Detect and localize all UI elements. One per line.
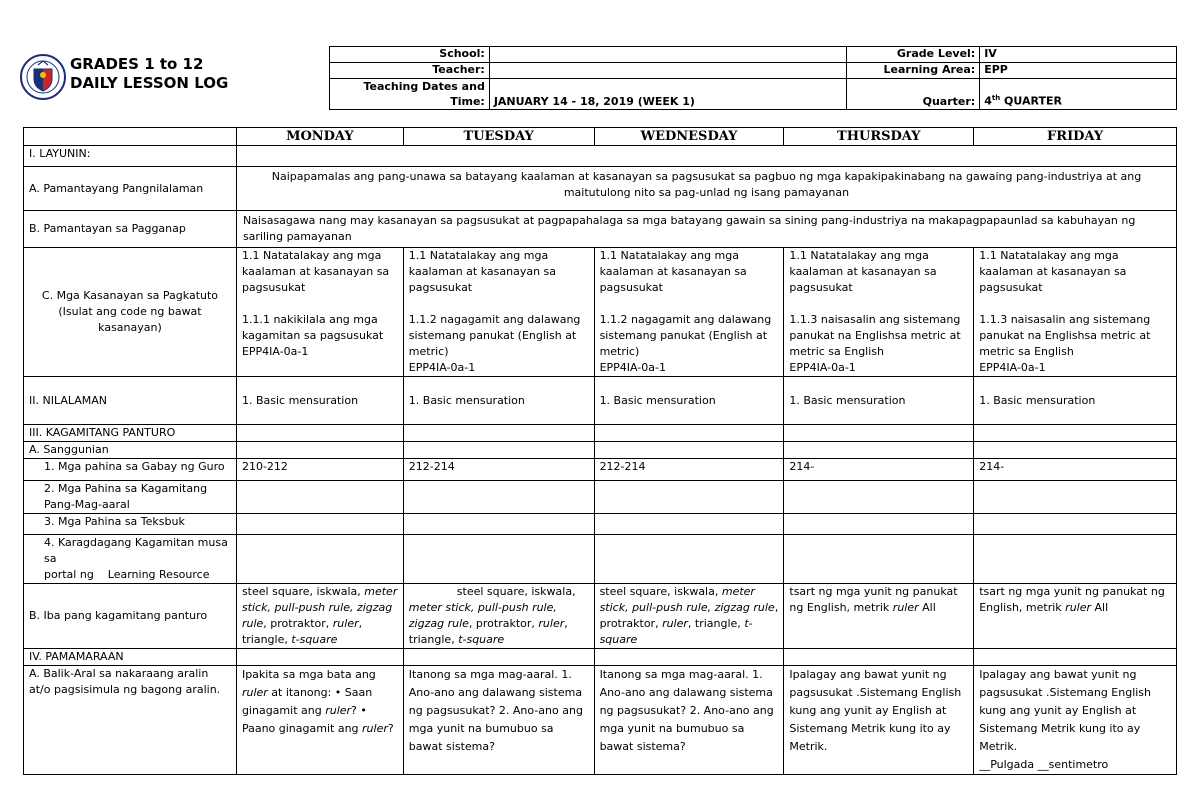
karagdagang-label-2: portal ng Learning Resource [44, 568, 210, 581]
day-friday: FRIDAY [974, 128, 1177, 146]
balik-text: at itanong: • Saan ginagamit ang [241, 686, 373, 717]
materials-text: All [1091, 601, 1109, 614]
empty-cell [974, 425, 1177, 442]
layunin-empty [236, 146, 1176, 167]
iba-monday [236, 584, 403, 649]
empty-cell [403, 425, 594, 442]
empty-cell [594, 514, 784, 535]
materials-italic: ruler [662, 617, 688, 630]
kasanayan-objective: 1.1 Natatalakay ang mga kaalaman at kasanayan sa pagsusukat [979, 249, 1127, 294]
materials-text: , protraktor, [263, 617, 333, 630]
pamantayang-pangnilalaman-label: A. Pamantayang Pangnilalaman [24, 167, 237, 211]
kasanayan-tuesday [403, 248, 594, 377]
kasanayan-code: EPP4IA-0a-1 [599, 361, 666, 374]
empty-cell [784, 649, 974, 666]
materials-text: , triangle, [241, 617, 363, 646]
pamantayan-pagganap-label: B. Pamantayan sa Pagganap [24, 211, 237, 248]
kasanayan-subobjective: 1.1.1 nakikilala ang mga kagamitan sa pagsusukat [241, 313, 384, 342]
grade-level-value: IV [980, 47, 1177, 63]
empty-cell [236, 442, 403, 459]
materials-text: , triangle, [408, 617, 568, 646]
gabay-thursday: 214- [784, 459, 974, 481]
kasanayan-friday [974, 248, 1177, 377]
day-tuesday: TUESDAY [403, 128, 594, 146]
balik-blanks: __Pulgada __sentimetro [979, 758, 1109, 771]
empty-cell [236, 649, 403, 666]
school-label: School: [330, 47, 490, 63]
materials-italic: ruler [1065, 601, 1092, 614]
kasanayan-objective: 1.1 Natatalakay ang mga kaalaman at kasanayan sa pagsusukat [408, 249, 557, 294]
empty-cell [403, 535, 594, 584]
day-wednesday: WEDNESDAY [594, 128, 784, 146]
teaching-dates-value: JANUARY 14 - 18, 2019 (WEEK 1) [489, 79, 847, 110]
kagamitang-panturo-label: III. KAGAMITANG PANTURO [24, 425, 237, 442]
kasanayan-objective: 1.1 Natatalakay ang mga kaalaman at kasanayan sa pagsusukat [599, 249, 747, 294]
iba-thursday [784, 584, 974, 649]
empty-cell [403, 649, 594, 666]
empty-cell [784, 425, 974, 442]
teacher-value [489, 63, 847, 79]
pamantayang-pangnilalaman-text: Naipapamalas ang pang-unawa sa batayang kaalaman at kasanayan sa pagsusukat sa pagbuo ng mga kapakipakinabang na gawaing pang-industriya at ang maitutulong nito sa pag-unlad ng isang pamayanan [236, 167, 1176, 211]
iba-friday [974, 584, 1177, 649]
materials-text: steel square, iskwala, [456, 585, 576, 598]
kasanayan-code: EPP4IA-0a-1 [979, 361, 1046, 374]
balik-tuesday: Itanong sa mga mag-aaral. 1. Ano-ano ang dalawang sistema ng pagsusukat? 2. Ano-ano ang mga yunit na bumubuo sa bawat sistema? [403, 666, 594, 775]
teaching-dates-label [330, 79, 490, 110]
nilalaman-wednesday: 1. Basic mensuration [594, 377, 784, 425]
materials-italic: ruler [332, 617, 359, 630]
layunin-label: I. LAYUNIN: [24, 146, 237, 167]
kasanayan-subobjective: 1.1.3 naisasalin ang sistemang panukat na Englishsa metric at metric sa English [979, 313, 1151, 358]
empty-cell [403, 442, 594, 459]
karagdagang-label-1: 4. Karagdagang Kagamitan musa sa [44, 536, 228, 565]
kasanayan-thursday [784, 248, 974, 377]
kasanayan-code: EPP4IA-0a-1 [408, 361, 476, 374]
teaching-dates-label-2: Time: [450, 95, 485, 108]
materials-text: steel square, iskwala, [241, 585, 365, 598]
corner-cell [24, 128, 237, 146]
kasanayan-code: EPP4IA-0a-1 [241, 345, 309, 358]
materials-italic: ruler [538, 617, 565, 630]
kasanayan-monday [236, 248, 403, 377]
kasanayan-label-1: C. Mga Kasanayan sa Pagkatuto [41, 289, 219, 302]
karagdagang-kagamitan-label [24, 535, 237, 584]
empty-cell [594, 442, 784, 459]
balik-text: Ipalagay ang bawat yunit ng pagsusukat .Sistemang English kung ang yunit ay English at Sistemang Metrik kung ito ay Metrik. [979, 668, 1152, 753]
teksbuk-label: 3. Mga Pahina sa Teksbuk [24, 514, 237, 535]
empty-cell [974, 481, 1177, 514]
kasanayan-objective: 1.1 Natatalakay ang mga kaalaman at kasanayan sa pagsusukat [241, 249, 390, 294]
iba-wednesday [594, 584, 784, 649]
quarter-label: Quarter: [847, 79, 980, 110]
empty-cell [594, 481, 784, 514]
materials-text: steel square, iskwala, [599, 585, 722, 598]
empty-cell [974, 535, 1177, 584]
kasanayan-label [24, 248, 237, 377]
empty-cell [784, 481, 974, 514]
empty-cell [594, 425, 784, 442]
balik-friday [974, 666, 1177, 775]
empty-cell [403, 481, 594, 514]
materials-italic: t-square [291, 633, 338, 646]
empty-cell [974, 514, 1177, 535]
gabay-monday: 210-212 [236, 459, 403, 481]
kasanayan-code: EPP4IA-0a-1 [789, 361, 856, 374]
grade-level-label: Grade Level: [847, 47, 980, 63]
kasanayan-wednesday [594, 248, 784, 377]
teaching-dates-label-1: Teaching Dates and [363, 80, 485, 93]
empty-cell [974, 649, 1177, 666]
deped-seal-logo [20, 45, 66, 109]
nilalaman-thursday: 1. Basic mensuration [784, 377, 974, 425]
materials-italic: t-square [599, 617, 753, 646]
kasanayan-subobjective: 1.1.2 nagagamit ang dalawang sistemang panukat (English at metric) [408, 313, 581, 358]
materials-text: , protraktor, [468, 617, 539, 630]
materials-text: tsart ng mga yunit ng panukat ng English, metrik [789, 585, 958, 614]
balik-text: ? • Paano ginagamit ang [241, 704, 367, 735]
materials-italic: meter stick, pull-push rule, zigzag rule [599, 585, 775, 614]
gabay-friday: 214- [974, 459, 1177, 481]
iba-tuesday [403, 584, 594, 649]
empty-cell [974, 442, 1177, 459]
document-title [70, 55, 228, 93]
materials-text: , protraktor, [599, 601, 779, 630]
balik-italic: ruler [241, 686, 268, 699]
kasanayan-label-2: (Isulat ang code ng bawat kasanayan) [58, 305, 202, 334]
materials-italic: t-square [458, 633, 505, 646]
balik-monday [236, 666, 403, 775]
pamantayan-pagganap-text: Naisasagawa nang may kasanayan sa pagsusukat at pagpapahalaga sa mga batayang gawain sa sining pang-industriya na makapagpapaunlad sa kabuhayan ng sariling pamayanan [236, 211, 1176, 248]
materials-italic: meter stick, pull-push rule, zigzag rule [408, 601, 557, 630]
day-monday: MONDAY [236, 128, 403, 146]
kasanayan-objective: 1.1 Natatalakay ang mga kaalaman at kasanayan sa pagsusukat [789, 249, 937, 294]
nilalaman-label: II. NILALAMAN [24, 377, 237, 425]
header-info-table [329, 46, 1177, 110]
title-line-2: DAILY LESSON LOG [70, 74, 229, 92]
school-value [489, 47, 847, 63]
kasanayan-subobjective: 1.1.2 nagagamit ang dalawang sistemang panukat (English at metric) [599, 313, 772, 358]
gabay-tuesday: 212-214 [403, 459, 594, 481]
pamamaraan-label: IV. PAMAMARAAN [24, 649, 237, 666]
title-line-1: GRADES 1 to 12 [70, 55, 204, 73]
lesson-log-table [23, 127, 1177, 775]
kasanayan-subobjective: 1.1.3 naisasalin ang sistemang panukat na Englishsa metric at metric sa English [789, 313, 961, 358]
empty-cell [236, 481, 403, 514]
empty-cell [236, 425, 403, 442]
empty-cell [594, 649, 784, 666]
empty-cell [594, 535, 784, 584]
balik-text: ? [387, 722, 394, 735]
teacher-label: Teacher: [330, 63, 490, 79]
balik-thursday: Ipalagay ang bawat yunit ng pagsusukat .Sistemang English kung ang yunit ay English at Sistemang Metrik kung ito ay Metrik. [784, 666, 974, 775]
empty-cell [784, 442, 974, 459]
learning-area-label: Learning Area: [847, 63, 980, 79]
balik-wednesday: Itanong sa mga mag-aaral. 1. Ano-ano ang dalawang sistema ng pagsusukat? 2. Ano-ano ang mga yunit na bumubuo sa bawat sistema? [594, 666, 784, 775]
quarter-number: 4 [984, 95, 992, 108]
nilalaman-friday: 1. Basic mensuration [974, 377, 1177, 425]
materials-text: tsart ng mga yunit ng panukat ng English, metrik [979, 585, 1165, 614]
balik-aral-label: A. Balik-Aral sa nakaraang aralin at/o pagsisimula ng bagong aralin. [24, 666, 237, 775]
empty-cell [236, 535, 403, 584]
kagamitang-mag-aaral-label: 2. Mga Pahina sa Kagamitang Pang-Mag-aaral [24, 481, 237, 514]
nilalaman-monday: 1. Basic mensuration [236, 377, 403, 425]
gabay-wednesday: 212-214 [594, 459, 784, 481]
materials-text: All [918, 601, 936, 614]
balik-italic: ruler [362, 722, 388, 735]
materials-italic: meter stick, pull-push rule, zigzag rule [241, 585, 398, 630]
empty-cell [784, 535, 974, 584]
nilalaman-tuesday: 1. Basic mensuration [403, 377, 594, 425]
empty-cell [236, 514, 403, 535]
empty-cell [403, 514, 594, 535]
materials-text: , triangle, [687, 617, 745, 630]
quarter-suffix: th [991, 94, 1001, 103]
balik-text: Ipakita sa mga bata ang [241, 668, 376, 681]
sanggunian-label: A. Sanggunian [24, 442, 237, 459]
gabay-guro-label: 1. Mga pahina sa Gabay ng Guro [24, 459, 237, 481]
balik-italic: ruler [325, 704, 352, 717]
learning-area-value: EPP [980, 63, 1177, 79]
iba-pang-kagamitan-label: B. Iba pang kagamitang panturo [24, 584, 237, 649]
empty-cell [784, 514, 974, 535]
materials-italic: ruler [892, 601, 919, 614]
quarter-value [980, 79, 1177, 110]
quarter-text: QUARTER [1000, 95, 1062, 108]
day-thursday: THURSDAY [784, 128, 974, 146]
